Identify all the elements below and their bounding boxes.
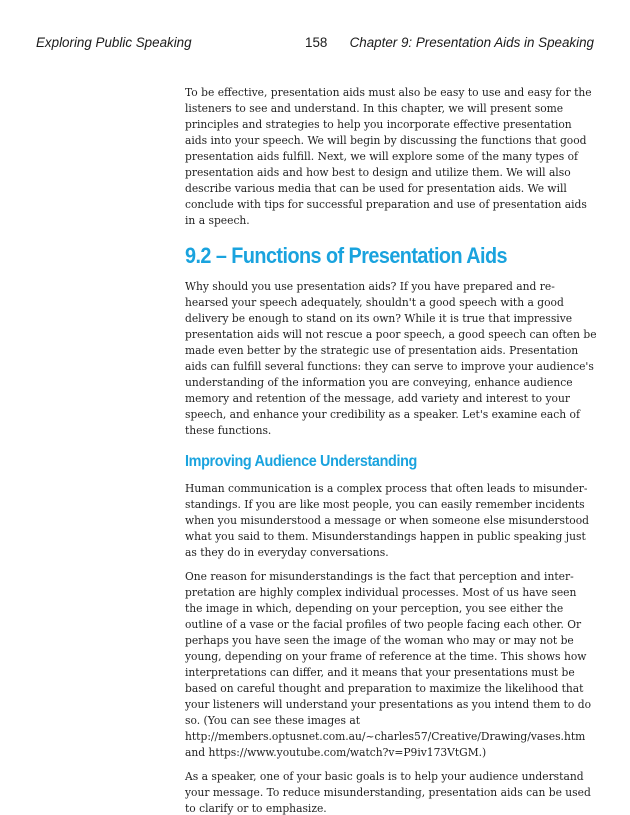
chapter-title: Chapter 9: Presentation Aids in Speaking [349, 35, 594, 50]
running-header [36, 35, 594, 55]
section-heading: 9.2 – Functions of Presentation Aids [185, 243, 507, 268]
intro-paragraph: To be effective, presentation aids must also be easy to use and easy for the listeners to see and understand. In this chapter, we will present some principles and strategies to help you incorporate effective presentation aids into your speech. We will begin by discussing the functions that good presentation aids fulfill. Next, we will explore some of the many types of presentation aids and how best to design and utilize them. We will also describe various media that can be used for presentation aids. We will conclude with tips for successful preparation and use of presentation aids in a speech. [185, 86, 592, 227]
section-paragraph: Why should you use presentation aids? If you have prepared and re-hearsed your speech adequately, shouldn't a good speech with a good delivery be enough to stand on its own? While it is true that impressive presentation aids will not rescue a poor speech, a good speech can often be made even better by the strategic use of presentation aids. Presentation aids can fulfill several functions: they can serve to improve your audience's understanding of the information you are conveying, enhance audience memory and retention of the message, add variety and interest to your speech, and enhance your credibility as a speaker. Let's examine each of these functions. [185, 280, 597, 437]
page-number: 158 [305, 35, 328, 50]
book-title: Exploring Public Speaking [36, 35, 192, 50]
body-paragraph: One reason for misunderstandings is the fact that perception and inter-pretation are highly complex individual processes. Most of us have seen the image in which, depending on your perception, you see either the outline of a vase or the facial profiles of two people facing each other. Or perhaps you have seen the image of the woman who may or may not be young, depending on your frame of reference at the time. This shows how interpretations can differ, and it means that your presentations must be based on careful thought and preparation to maximize the likelihood that your listeners will understand your presentations as you intend them to do so. (You can see these images at http://members.optusnet.com.au/~charles57/Creative/Drawing/vases.htm and https://www.youtube.com/watch?v=P9iv173VtGM.) [185, 570, 592, 759]
body-paragraph: Human communication is a complex process that often leads to misunder-standings. If you are like most people, you can easily remember incidents when you misunderstood a message or when someone else misunderstood what you said to them. Misunderstandings happen in public speaking just as they do in everyday conversations. [185, 482, 590, 559]
subsection-heading: Improving Audience Understanding [185, 453, 417, 470]
page-content [185, 85, 597, 815]
body-paragraph: As a speaker, one of your basic goals is to help your audience understand your message. To reduce misunderstanding, presentation aids can be used to clarify or to emphasize. [185, 770, 591, 815]
